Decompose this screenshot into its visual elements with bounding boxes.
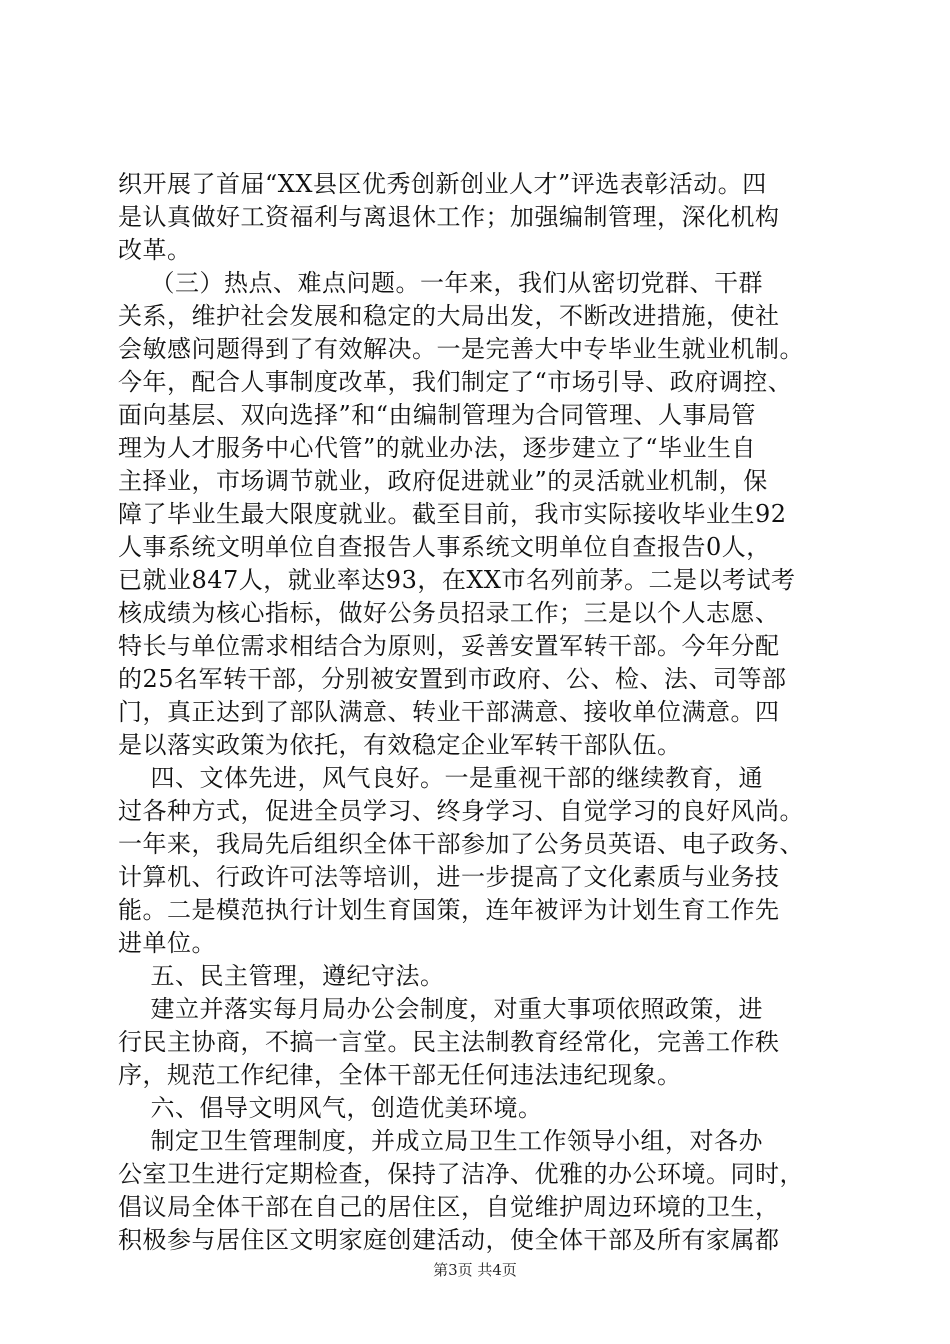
text-line: 面向基层、双向选择”和“由编制管理为合同管理、人事局管 — [118, 401, 757, 429]
document-body — [118, 168, 838, 1257]
text-line: 是以落实政策为依托，有效稳定企业军转干部队伍。 — [118, 731, 682, 759]
text-line: 四、文体先进，风气良好。一是重视干部的继续教育，通 — [118, 764, 764, 792]
text-line: 人事系统文明单位自查报告人事系统文明单位自查报告0人， — [118, 533, 771, 561]
text-line: 会敏感问题得到了有效解决。一是完善大中专毕业生就业机制。 — [118, 335, 804, 363]
text-line: 的25名军转干部，分别被安置到市政府、公、检、法、司等部 — [118, 665, 787, 693]
text-line: 计算机、行政许可法等培训，进一步提高了文化素质与业务技 — [118, 863, 780, 891]
text-line: 五、民主管理，遵纪守法。 — [118, 962, 445, 990]
text-line: 核成绩为核心指标，做好公务员招录工作；三是以个人志愿、 — [118, 599, 780, 627]
text-line: 障了毕业生最大限度就业。截至目前，我市实际接收毕业生92 — [118, 500, 787, 528]
text-line: 建立并落实每月局办公会制度，对重大事项依照政策，进 — [118, 995, 764, 1023]
text-line: 序，规范工作纪律，全体干部无任何违法违纪现象。 — [118, 1061, 682, 1089]
text-line: 过各种方式，促进全员学习、终身学习、自觉学习的良好风尚。 — [118, 797, 804, 825]
text-line: 已就业847人，就业率达93，在XX市名列前茅。二是以考试考 — [118, 566, 796, 594]
page-footer — [0, 1260, 950, 1280]
text-line: 制定卫生管理制度，并成立局卫生工作领导小组，对各办 — [118, 1127, 764, 1155]
text-line: 公室卫生进行定期检查，保持了洁净、优雅的办公环境。同时， — [118, 1160, 804, 1188]
text-line: 行民主协商，不搞一言堂。民主法制教育经常化，完善工作秩 — [118, 1028, 780, 1056]
text-line: 特长与单位需求相结合为原则，妥善安置军转干部。今年分配 — [118, 632, 780, 660]
text-line: 织开展了首届“XX县区优秀创新创业人才”评选表彰活动。四 — [118, 170, 767, 198]
text-line: 今年，配合人事制度改革，我们制定了“市场引导、政府调控、 — [118, 368, 793, 396]
text-line: 倡议局全体干部在自己的居住区，自觉维护周边环境的卫生， — [118, 1193, 780, 1221]
text-line: 理为人才服务中心代管”的就业办法，逐步建立了“毕业生自 — [118, 434, 757, 462]
text-line: 改革。 — [118, 236, 192, 264]
page-number-label: 第3页 共4页 — [433, 1261, 517, 1279]
text-line: 主择业，市场调节就业，政府促进就业”的灵活就业机制，保 — [118, 467, 768, 495]
text-line: 关系，维护社会发展和稳定的大局出发，不断改进措施，使社 — [118, 302, 780, 330]
text-line: 积极参与居住区文明家庭创建活动，使全体干部及所有家属都 — [118, 1226, 780, 1254]
text-line: 进单位。 — [118, 929, 216, 957]
text-line: 六、倡导文明风气，创造优美环境。 — [118, 1094, 543, 1122]
text-line: 门，真正达到了部队满意、转业干部满意、接收单位满意。四 — [118, 698, 780, 726]
text-line: 一年来，我局先后组织全体干部参加了公务员英语、电子政务、 — [118, 830, 804, 858]
text-line: 是认真做好工资福利与离退休工作；加强编制管理，深化机构 — [118, 203, 780, 231]
text-line: （三）热点、难点问题。一年来，我们从密切党群、干群 — [118, 269, 764, 297]
text-line: 能。二是模范执行计划生育国策，连年被评为计划生育工作先 — [118, 896, 780, 924]
